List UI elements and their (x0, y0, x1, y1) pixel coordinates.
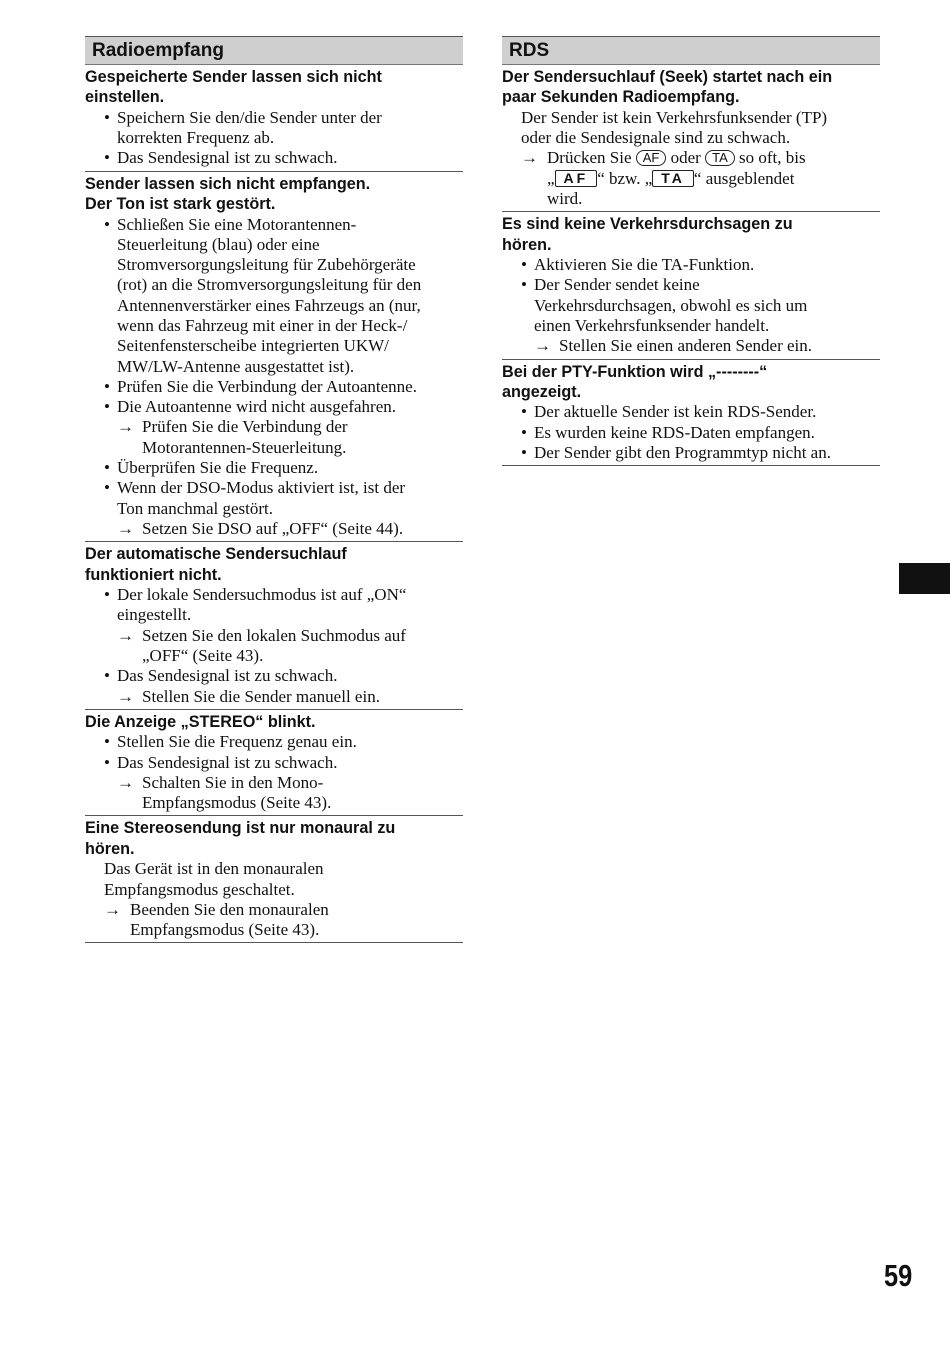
bullet-item: • Wenn der DSO-Modus aktiviert ist, ist der Ton manchmal gestört. (104, 478, 406, 518)
bullet-item: • Stellen Sie die Frequenz genau ein. (104, 732, 357, 752)
troubleshooting-item (85, 65, 463, 172)
bullet-item: • Speichern Sie den/die Sender unter der korrekten Frequenz ab. (104, 107, 382, 148)
section-heading-radioempfang: Radioempfang (85, 36, 463, 65)
problem-heading: Der automatische Sendersuchlauf funktioniert nicht. (85, 545, 347, 584)
bullet-item: • Aktivieren Sie die TA-Funktion. (521, 255, 755, 275)
solution-action: → Stellen Sie einen anderen Sender ein. (534, 336, 813, 356)
bullet-item: • Das Sendesignal ist zu schwach. (104, 666, 338, 686)
troubleshooting-item (85, 710, 463, 817)
solution-action: → Prüfen Sie die Verbindung der Motorantennen-Steuerleitung. (117, 417, 348, 457)
arrow-icon: → (117, 417, 134, 437)
arrow-icon: → (104, 899, 121, 919)
troubleshooting-item (502, 212, 880, 359)
bullet-item: • Der Sender sendet keine Verkehrsdurchsagen, obwohl es sich um einen Verkehrsfunksender handelt. (521, 275, 808, 335)
af-display-indicator: AF (555, 170, 598, 187)
arrow-icon: → (521, 148, 538, 168)
solution-action: → Setzen Sie DSO auf „OFF“ (Seite 44). (117, 518, 404, 538)
bullet-item: • Der lokale Sendersuchmodus ist auf „ON“ eingestellt. (104, 585, 407, 625)
problem-heading: Der Sendersuchlauf (Seek) startet nach ein paar Sekunden Radioempfang. (502, 68, 833, 107)
troubleshooting-item (85, 816, 463, 943)
arrow-icon: → (117, 518, 134, 538)
ta-display-indicator: TA (652, 170, 694, 187)
problem-heading: Die Anzeige „STEREO“ blinkt. (85, 712, 316, 731)
bullet-item: • Die Autoantenne wird nicht ausgefahren. (104, 397, 396, 417)
solution-action: → Schalten Sie in den Mono- Empfangsmodus (Seite 43). (117, 772, 332, 813)
bullet-item: • Der aktuelle Sender ist kein RDS-Sender. (521, 402, 817, 422)
arrow-icon: → (117, 625, 134, 645)
bullet-item: • Das Sendesignal ist zu schwach. (104, 752, 338, 772)
af-button-icon: AF (636, 150, 667, 166)
section-heading-rds: RDS (502, 36, 880, 65)
bullet-item: • Der Sender gibt den Programmtyp nicht an. (521, 443, 831, 462)
cause-text: Der Sender ist kein Verkehrsfunksender (TP) oder die Sendesignale sind zu schwach. (521, 107, 828, 148)
bullet-item: • Überprüfen Sie die Frequenz. (104, 458, 319, 478)
bullet-item: • Prüfen Sie die Verbindung der Autoantenne. (104, 376, 417, 396)
page-number: 59 (884, 1258, 913, 1293)
solution-action: → Drücken Sie AF oder TA so oft, bis „ AF “ bzw. „ TA “ ausgeblendet wird. (521, 148, 806, 208)
solution-action: → Beenden Sie den monauralen Empfangsmodus (Seite 43). (104, 899, 329, 940)
arrow-icon: → (534, 336, 551, 356)
problem-heading: Bei der PTY-Funktion wird „--------“ angezeigt. (502, 362, 768, 401)
troubleshooting-item (85, 542, 463, 710)
bullet-item: • Das Sendesignal ist zu schwach. (104, 148, 338, 168)
arrow-icon: → (117, 772, 134, 792)
problem-heading: Sender lassen sich nicht empfangen. Der Ton ist stark gestört. (85, 174, 371, 214)
cause-text: Das Gerät ist in den monauralen Empfangsmodus geschaltet. (104, 859, 324, 899)
bullet-item: • Schließen Sie eine Motorantennen- Steuerleitung (blau) oder eine Stromversorgungsleitung für Zubehörgeräte (rot) an die Stromversorgungsleitung für den Antennenverstärker eines Fahrzeugs an (nur, wenn das Fahrzeug mit einer in der Heck-/ Seitenfensterscheibe integrierten UKW/ MW/LW-Antenne ausgestattet ist). (104, 214, 422, 376)
troubleshooting-item (502, 360, 880, 467)
problem-heading: Es sind keine Verkehrsdurchsagen zu hören. (502, 215, 793, 254)
solution-action: → Stellen Sie die Sender manuell ein. (117, 686, 380, 706)
problem-heading: Eine Stereosendung ist nur monaural zu hören. (85, 819, 396, 858)
arrow-icon: → (117, 686, 134, 706)
ta-button-icon: TA (705, 150, 735, 166)
right-column (502, 36, 880, 466)
left-column (85, 36, 463, 943)
troubleshooting-item (502, 65, 880, 212)
troubleshooting-item (85, 172, 463, 543)
problem-heading: Gespeicherte Sender lassen sich nicht einstellen. (85, 68, 382, 107)
solution-action: → Setzen Sie den lokalen Suchmodus auf „OFF“ (Seite 43). (117, 625, 406, 665)
chapter-tab-marker (899, 563, 950, 594)
bullet-item: • Es wurden keine RDS-Daten empfangen. (521, 422, 815, 442)
